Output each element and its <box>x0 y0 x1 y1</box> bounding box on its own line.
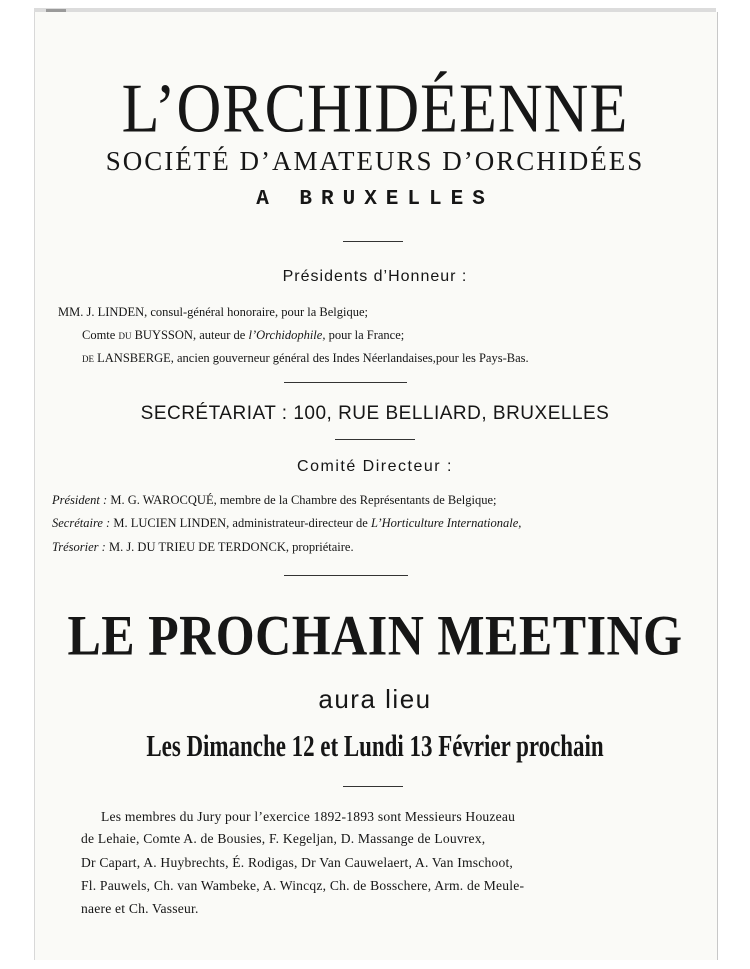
divider <box>284 575 408 576</box>
jury-line-2: de Lehaie, Comte A. de Bousies, F. Kegeljan, D. Massange de Louvrex, <box>81 831 486 846</box>
divider <box>284 382 407 383</box>
society-subtitle: SOCIÉTÉ D’AMATEURS D’ORCHIDÉES <box>105 146 645 176</box>
divider <box>335 439 415 440</box>
society-title: L’ORCHIDÉENNE <box>121 70 629 148</box>
jury-line-3: Dr Capart, A. Huybrechts, É. Rodigas, Dr Van Cauwelaert, A. Van Imschoot, <box>81 855 514 870</box>
honorary-line-2: Comte du BUYSSON, auteur de l’Orchidophile, pour la France; <box>82 328 405 342</box>
committee-president: Président : M. G. WAROCQUÉ, membre de la Chambre des Représentants de Belgique; <box>52 493 497 507</box>
jury-line-4: Fl. Pauwels, Ch. van Wambeke, A. Wincqz, Ch. de Bosschere, Arm. de Meule- <box>81 878 525 893</box>
divider <box>343 241 403 242</box>
honorary-line-3: de LANSBERGE, ancien gouverneur général des Indes Néerlandaises,pour les Pays-Bas. <box>82 351 529 365</box>
meeting-subtitle: aura lieu <box>318 684 432 714</box>
society-city: A BRUXELLES <box>256 188 494 211</box>
meeting-dates: Les Dimanche 12 et Lundi 13 Février prochain <box>146 728 604 763</box>
jury-line-5: naere et Ch. Vasseur. <box>81 901 199 916</box>
divider <box>343 786 403 787</box>
honorary-line-1: MM. J. LINDEN, consul-général honoraire, pour la Belgique; <box>58 305 369 319</box>
committee-heading: Comité Directeur : <box>297 458 453 475</box>
secretariat-address: SECRÉTARIAT : 100, RUE BELLIARD, BRUXELLES <box>140 403 610 424</box>
meeting-title: LE PROCHAIN MEETING <box>67 602 683 668</box>
honorary-presidents-heading: Présidents d’Honneur : <box>282 268 468 285</box>
jury-line-1: Les membres du Jury pour l’exercice 1892-1893 sont Messieurs Houzeau <box>101 809 516 824</box>
committee-treasurer: Trésorier : M. J. DU TRIEU DE TERDONCK, propriétaire. <box>52 540 354 554</box>
committee-secretary: Secrétaire : M. LUCIEN LINDEN, administrateur-directeur de L’Horticulture Internationale, <box>52 516 522 530</box>
